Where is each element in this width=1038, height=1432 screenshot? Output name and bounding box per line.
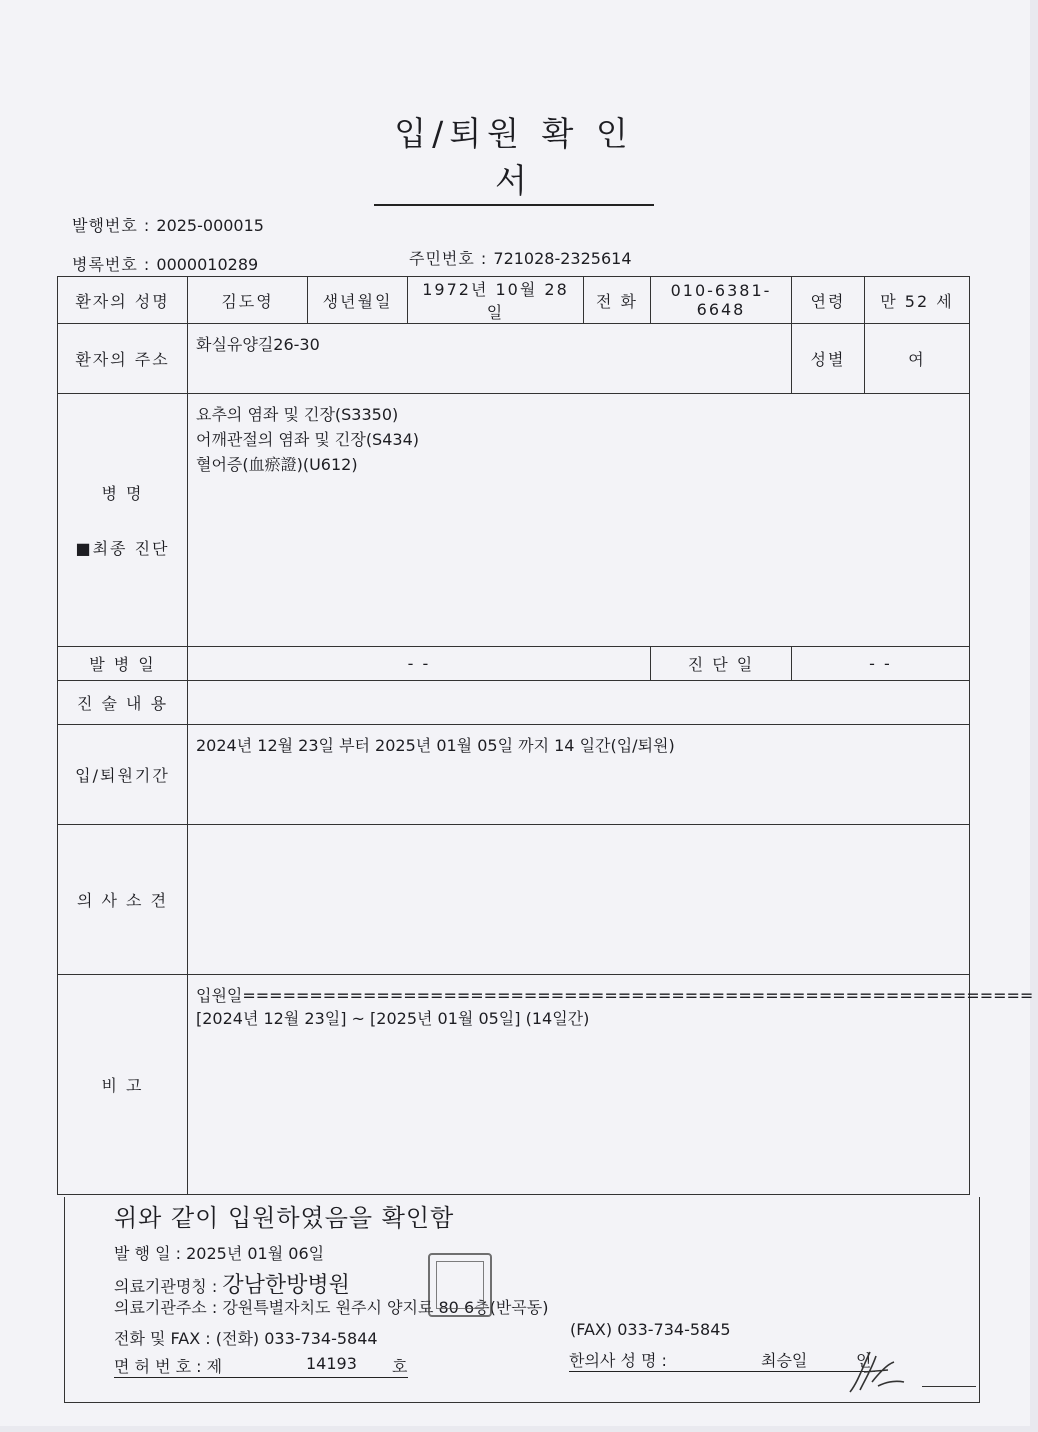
phone-label: 전 화	[584, 277, 651, 324]
phone-value: (전화) 033-734-5844	[215, 1329, 378, 1348]
onset-date-label: 발 병 일	[58, 647, 188, 681]
institution-address: 강원특별자치도 원주시 양지로 80 6층(반곡동)	[222, 1298, 549, 1317]
address-label: 환자의 주소	[58, 324, 188, 394]
diagnosis-item: 혈어증(血瘀證)(U612)	[196, 455, 358, 474]
doctor-opinion-value	[188, 825, 970, 975]
stay-period-value: 2024년 12월 23일 부터 2025년 01월 05일 까지 14 일간(입/퇴원)	[188, 725, 970, 825]
license-row	[114, 1354, 408, 1378]
diagnosis-date: - -	[792, 647, 970, 681]
contact-label: 전화 및 FAX :	[114, 1329, 216, 1348]
issue-date-label: 발 행 일 :	[114, 1244, 187, 1263]
resident-number-value: 721028-2325614	[493, 249, 632, 268]
signature-icon	[842, 1342, 912, 1398]
record-number-label: 병록번호 :	[72, 255, 157, 274]
statement-value	[188, 681, 970, 725]
phone-number: 010-6381-6648	[651, 277, 792, 324]
hospital-seal-icon	[428, 1253, 492, 1317]
license-label: 면 허 번 호 : 제	[114, 1357, 223, 1376]
patient-form-table	[57, 276, 1034, 1195]
issue-number-value: 2025-000015	[156, 216, 264, 235]
resident-number-label: 주민번호 :	[409, 249, 494, 268]
resident-number	[409, 246, 632, 269]
birth-date: 1972년 10월 28일	[408, 277, 584, 324]
record-number-value: 0000010289	[156, 255, 259, 274]
remarks-value	[188, 975, 1034, 1195]
patient-name: 김도영	[188, 277, 308, 324]
issue-date: 2025년 01월 06일	[186, 1244, 325, 1263]
sex-label: 성별	[792, 324, 865, 394]
document-title: 입/퇴원 확 인 서	[374, 108, 654, 206]
remarks-label: 비 고	[58, 975, 188, 1195]
patient-address: 화실유양길26-30	[188, 324, 792, 394]
remarks-line: [2024년 12월 23일] ~ [2025년 01월 05일] (14일간)	[196, 1009, 590, 1028]
diagnosis-list	[188, 394, 970, 647]
signature-line	[922, 1386, 976, 1387]
issue-number	[72, 213, 264, 236]
record-number	[72, 252, 258, 275]
issue-date-row	[114, 1241, 324, 1264]
stay-period-label: 입/퇴원기간	[58, 725, 188, 825]
age-value: 만 52 세	[865, 277, 970, 324]
remarks-line: 입원일===========================================================	[196, 986, 1034, 1005]
patient-name-label: 환자의 성명	[58, 277, 188, 324]
institution-label: 의료기관명칭 :	[114, 1277, 223, 1296]
confirmation-statement: 위와 같이 입원하였음을 확인함	[114, 1204, 455, 1232]
license-number: 14193	[306, 1354, 357, 1373]
age-label: 연령	[792, 277, 865, 324]
institution-name: 강남한방병원	[222, 1273, 350, 1298]
issue-number-label: 발행번호 :	[72, 216, 157, 235]
diagnosis-item: 어깨관절의 염좌 및 긴장(S434)	[196, 430, 419, 449]
seal-suffix: 인	[856, 1351, 872, 1370]
doctor-row	[569, 1348, 875, 1372]
doctor-opinion-label: 의 사 소 견	[58, 825, 188, 975]
diagnosis-date-label: 진 단 일	[651, 647, 792, 681]
diagnosis-label: 병 명	[101, 484, 144, 503]
birth-date-label: 생년월일	[308, 277, 408, 324]
contact-row	[114, 1326, 378, 1349]
doctor-name: 최승일	[761, 1351, 808, 1370]
diagnosis-label-cell	[58, 394, 188, 647]
diagnosis-item: 요추의 염좌 및 긴장(S3350)	[196, 405, 399, 424]
license-suffix: 호	[392, 1357, 408, 1376]
fax-value: (FAX) 033-734-5845	[570, 1320, 731, 1339]
onset-date: - -	[188, 647, 651, 681]
sex-value: 여	[865, 324, 970, 394]
statement-label: 진 술 내 용	[58, 681, 188, 725]
institution-address-label: 의료기관주소 :	[114, 1298, 223, 1317]
doctor-name-label: 한의사 성 명 :	[569, 1351, 667, 1370]
final-diagnosis-label: ■최종 진단	[75, 539, 170, 558]
